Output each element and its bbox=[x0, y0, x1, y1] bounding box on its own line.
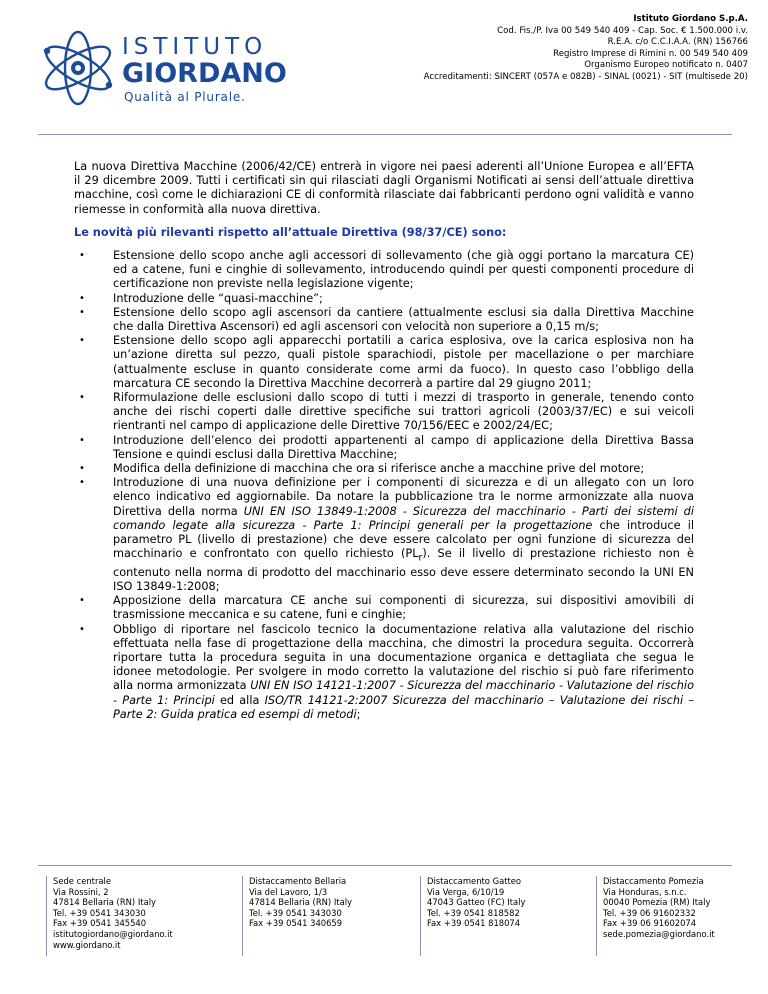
footer-line: Tel. +39 0541 343030 bbox=[53, 907, 146, 918]
footer-line: Tel. +39 0541 818582 bbox=[427, 907, 520, 918]
footer-line: Distaccamento Gatteo bbox=[427, 876, 522, 886]
list-item bbox=[113, 623, 694, 722]
list-item: • Apposizione della marcatura CE anche sui componenti di sicurezza, sui dispositivi amovibili di trasmissione meccanica e su catene, funi e cinghie; bbox=[113, 594, 694, 622]
section-heading: Le novità più rilevanti rispetto all’attuale Direttiva (98/37/CE) sono: bbox=[74, 225, 507, 239]
logo-word-istituto: ISTITUTO bbox=[122, 34, 268, 60]
company-logo bbox=[38, 28, 287, 108]
footer-line: Tel. +39 06 91602332 bbox=[603, 907, 696, 918]
footer-line: Fax +39 06 91602074 bbox=[603, 918, 697, 929]
header-divider bbox=[38, 134, 732, 135]
logo-tagline: Qualità al Plurale. bbox=[124, 90, 246, 104]
footer-pomezia bbox=[596, 876, 715, 956]
list-item: • Introduzione delle “quasi-macchine”; bbox=[113, 292, 694, 306]
footer-line: Distaccamento Bellaria bbox=[249, 876, 347, 886]
footer-line: Sede centrale bbox=[53, 876, 112, 886]
list-item: • Riformulazione delle esclusioni dallo scopo di tutti i mezzi di trasporto in generale, tenendo conto anche dei rischi coperti dalle direttive specifiche sui trattori agricoli (2003/37/EC) e sui veicoli rientranti nel campo di applicazione delle Direttive 70/156/EEC e 2002/24/EC; bbox=[113, 391, 694, 434]
footer-line: Tel. +39 0541 343030 bbox=[249, 907, 342, 918]
list-item: • Estensione dello scopo agli ascensori da cantiere (attualmente esclusi sia dalla Direttiva Macchine che dalla Direttiva Ascensori) ed agli ascensori con velocità non superiore a 0,15 m/s; bbox=[113, 306, 694, 334]
footer-line: Fax +39 0541 345540 bbox=[53, 918, 147, 929]
footer-website-link[interactable]: www.giordano.it bbox=[53, 939, 121, 950]
footer-line: 47814 Bellaria (RN) Italy bbox=[249, 897, 353, 908]
footer-line: Distaccamento Pomezia bbox=[603, 876, 704, 886]
list-item: • Estensione dello scopo agli apparecchi portatili a carica esplosiva, ove la carica esplosiva non ha un’azione diretta sul pezzo, quali pistole sparachiodi, pistole per macellazione o per marchiare (attualmente escluse in quanto considerate come armi da fuoco). In questo caso l’obbligo della marcatura CE secondo la Direttiva Macchine decorrerà a partire dal 29 giugno 2011; bbox=[113, 334, 694, 391]
list-item bbox=[113, 476, 694, 594]
item-text: ; bbox=[356, 707, 361, 721]
document-body bbox=[74, 160, 694, 722]
footer-email-link[interactable]: istitutogiordano@giordano.it bbox=[53, 928, 173, 939]
footer-line: Fax +39 0541 818074 bbox=[427, 918, 521, 929]
footer-line: Via Verga, 6/10/19 bbox=[427, 886, 505, 897]
footer-line: 00040 Pomezia (RM) Italy bbox=[603, 897, 711, 908]
company-line: Registro Imprese di Rimini n. 00 549 540 409 bbox=[553, 48, 748, 59]
footer-line: Via del Lavoro, 1/3 bbox=[249, 886, 328, 897]
novelties-list bbox=[74, 249, 694, 722]
norm-reference: UNI EN ISO 14121-1:2007 - Sicurezza del macchinario - Valutazione del rischio - Parte 1: Principi bbox=[113, 679, 694, 707]
logo-word-giordano: GIORDANO bbox=[122, 58, 287, 89]
list-item: • Modifica della definizione di macchina che ora si riferisce anche a macchine prive del motore; bbox=[113, 462, 694, 476]
company-info bbox=[424, 14, 748, 84]
atom-icon bbox=[38, 28, 118, 108]
footer-divider bbox=[38, 865, 732, 866]
footer-email-link[interactable]: sede.pomezia@giordano.it bbox=[603, 928, 715, 939]
company-line: R.E.A. c/o C.C.I.A.A. (RN) 156766 bbox=[607, 37, 748, 48]
footer-line: Fax +39 0541 340659 bbox=[249, 918, 343, 929]
footer-gatteo bbox=[420, 876, 525, 956]
subscript: r bbox=[418, 552, 423, 564]
item-text: Introduzione di una nuova definizione per i componenti di sicurezza e di un allegato con un loro elenco indicativo ed aggiornabile. Da notare la pubblicazione tra le norme armonizzate alla nuova Direttiva della norma bbox=[113, 476, 694, 518]
footer-line: Via Rossini, 2 bbox=[53, 886, 109, 897]
norm-reference: ISO/TR 14121-2:2007 Sicurezza del macchinario – Valutazione dei rischi – Parte 2: Guida pratica ed esempi di metodi bbox=[113, 693, 694, 721]
norm-reference: UNI EN ISO 13849-1:2008 - Sicurezza del macchinario - Parti dei sistemi di comando legate alla sicurezza - Parte 1: Principi generali per la progettazione bbox=[113, 504, 694, 532]
company-line: Accreditamenti: SINCERT (057A e 082B) - SINAL (0021) - SIT (multisede 20) bbox=[423, 71, 748, 82]
item-text: ). Se il livello di prestazione richiesto non è contenuto nella norma di prodotto del macchinario esso deve essere determinato secondo la UNI EN ISO 13849-1:2008; bbox=[113, 547, 694, 593]
item-text: che introduce il parametro PL (livello di prestazione) che deve essere calcolato per ogni funzione di sicurezza del macchinario e confrontato con quello richiesto (PL bbox=[113, 518, 694, 561]
footer-line: Via Honduras, s.n.c. bbox=[603, 886, 687, 897]
intro-paragraph: La nuova Direttiva Macchine (2006/42/CE) entrerà in vigore nei paesi aderenti all’Unione Europea e all’EFTA il 29 dicembre 2009. Tutti i certificati sin qui rilasciati dagli Organismi Notificati ai sensi dell’attuale direttiva macchine, così come le dichiarazioni CE di conformità rilasciate dai fabbricanti perdono ogni validità e vanno riemesse in conformità alla nuova direttiva. bbox=[74, 160, 694, 216]
company-name: Istituto Giordano S.p.A. bbox=[633, 14, 748, 24]
item-text: ed alla bbox=[214, 693, 265, 707]
company-line: Cod. Fis./P. Iva 00 549 540 409 - Cap. Soc. € 1.500.000 i.v. bbox=[497, 25, 748, 36]
list-item: • Estensione dello scopo anche agli accessori di sollevamento (che già oggi portano la marcatura CE) ed a catene, funi e cinghie di sollevamento, introducendo quindi per questi componenti procedure di certificazione non previste nella legislazione vigente; bbox=[113, 249, 694, 292]
footer-bellaria bbox=[242, 876, 352, 956]
company-line: Organismo Europeo notificato n. 0407 bbox=[584, 60, 748, 71]
list-item: • Introduzione dell’elenco dei prodotti appartenenti al campo di applicazione della Direttiva Bassa Tensione e quindi esclusi dalla Direttiva Macchine; bbox=[113, 434, 694, 462]
footer-sede-centrale bbox=[46, 876, 173, 956]
footer-line: 47043 Gatteo (FC) Italy bbox=[427, 897, 526, 908]
item-text: Obbligo di riportare nel fascicolo tecnico la documentazione relativa alla valutazione del rischio effettuata nella fase di progettazione della macchina, che dimostri la procedura seguita. Occorrerà riportare tutta la procedura seguita in una documentazione organica e dettagliata che segua le idonee metodologie. Per svolgere in modo corretto la valutazione del rischio si può fare riferimento alla norma armonizzata bbox=[113, 622, 694, 693]
footer-line: 47814 Bellaria (RN) Italy bbox=[53, 897, 157, 908]
